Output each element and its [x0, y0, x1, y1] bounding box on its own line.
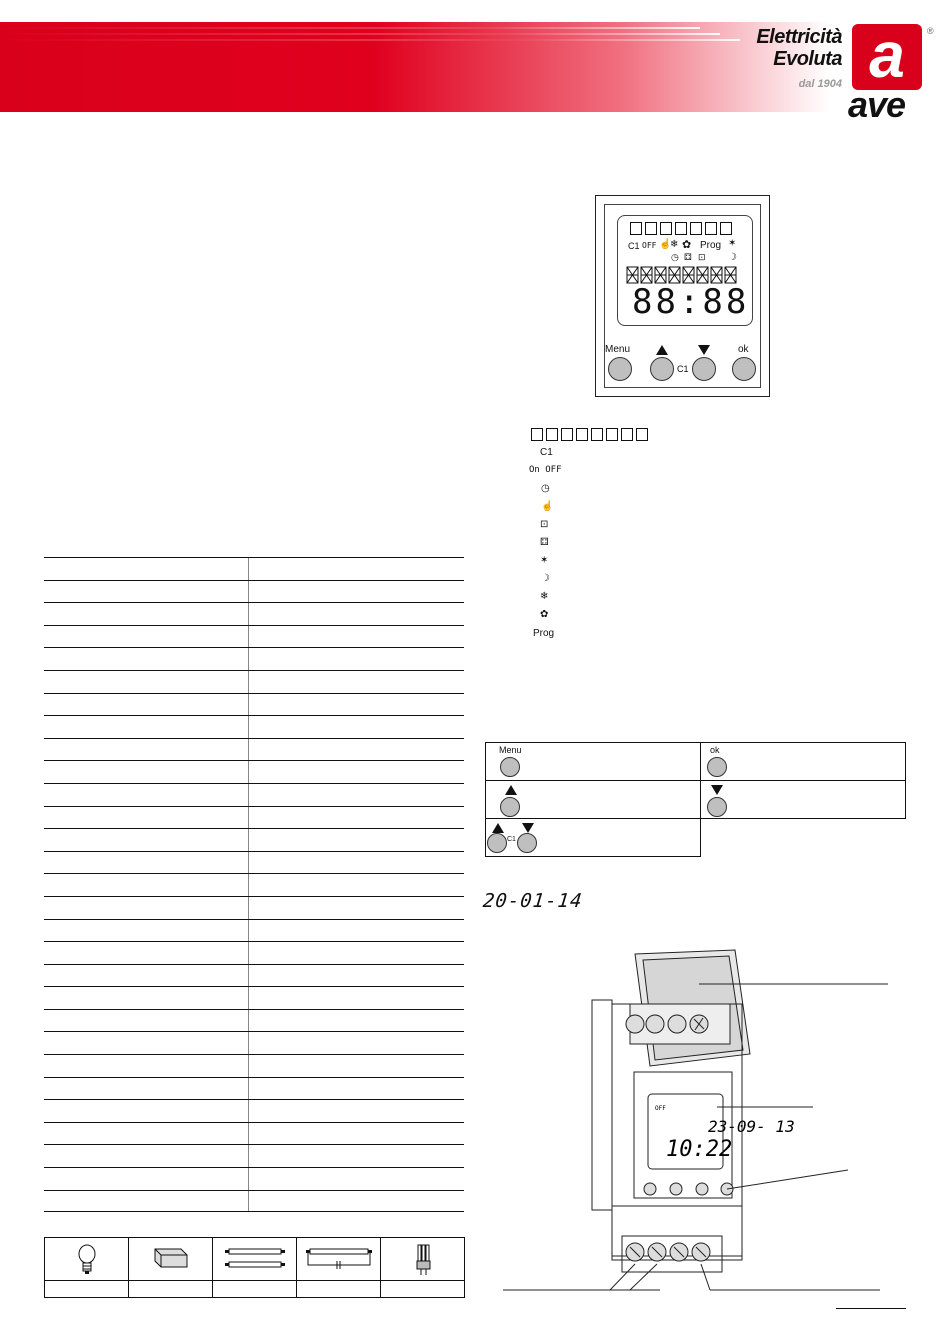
- spec-table-row: [44, 783, 464, 806]
- spec-table-row: [44, 919, 464, 942]
- load-cell-incandescent: [45, 1238, 129, 1297]
- slogan-line-1: Elettricità: [756, 26, 842, 48]
- legend-snowflake-icon: ❄: [540, 591, 549, 602]
- spec-table: [44, 557, 464, 1212]
- footer-rule: [836, 1308, 906, 1309]
- spec-table-row: [44, 1122, 464, 1145]
- btn-table-up-cell: [485, 780, 701, 819]
- moon-icon: ☽: [728, 252, 737, 263]
- spec-table-row: [44, 1099, 464, 1122]
- spec-table-row: [44, 896, 464, 919]
- btn-table-c1-label: C1: [507, 836, 516, 843]
- spec-table-row: [44, 873, 464, 896]
- spec-table-row: [44, 806, 464, 829]
- open-lcd-time: 10:22: [666, 1137, 733, 1162]
- load-types-table: [44, 1237, 465, 1298]
- legend-random-dice-icon: ⚃: [540, 537, 549, 548]
- suitcase-icon: ⊡: [698, 252, 706, 262]
- load-cell-halogen: [129, 1238, 213, 1297]
- legend-sun-gear-icon: ✿: [540, 609, 549, 620]
- timer-open-diagram: [500, 944, 900, 1294]
- spec-table-row: [44, 851, 464, 874]
- legend-c1-label: C1: [540, 447, 553, 458]
- halogen-transformer-icon: [151, 1243, 191, 1273]
- spec-table-row: [44, 670, 464, 693]
- spec-table-row: [44, 580, 464, 603]
- incandescent-lamp-icon: [76, 1243, 98, 1277]
- spec-table-row: [44, 625, 464, 648]
- spec-table-row: [44, 715, 464, 738]
- btn-table-combo-down-button: [517, 833, 537, 853]
- spec-table-row: [44, 557, 464, 580]
- legend-suitcase-icon: ⊡: [540, 519, 549, 530]
- btn-table-combo-down-arrow-icon: [522, 823, 534, 833]
- btn-table-ok-button: [707, 757, 727, 777]
- lcd-display: [617, 215, 753, 326]
- btn-table-menu-button: [500, 757, 520, 777]
- menu-button[interactable]: [608, 357, 632, 381]
- btn-table-combo-cell: [485, 818, 701, 857]
- date-display: 20-01-14: [481, 890, 584, 912]
- legend-on-off-label: On OFF: [529, 465, 562, 475]
- header-stripe: [0, 33, 720, 35]
- btn-table-up-button: [500, 797, 520, 817]
- spec-table-row: [44, 1144, 464, 1167]
- timer-front-diagram: [595, 195, 770, 397]
- btn-table-combo-up-arrow-icon: [492, 823, 504, 833]
- header-banner: [0, 0, 950, 120]
- fluorescent-tube-parallel-icon: [304, 1243, 374, 1273]
- snowflake-icon: ❄: [670, 239, 679, 250]
- clock-icon: ◷: [671, 252, 679, 262]
- header-stripe: [0, 27, 700, 29]
- spec-table-row: [44, 647, 464, 670]
- legend-prog-label: Prog: [533, 628, 555, 639]
- hand-manual-icon: ☝: [659, 239, 672, 250]
- spec-table-row: [44, 1077, 464, 1100]
- menu-label: Menu: [605, 344, 631, 355]
- btn-table-up-arrow-icon: [505, 785, 517, 795]
- btn-table-ok-cell: [700, 742, 906, 781]
- btn-table-down-arrow-icon: [711, 785, 723, 795]
- spec-table-row: [44, 1031, 464, 1054]
- lcd-off-label: OFF: [642, 241, 657, 250]
- legend-moon-icon: ☽: [541, 573, 550, 584]
- spec-table-row: [44, 1009, 464, 1032]
- c1-combo-label: C1: [677, 364, 689, 374]
- lcd-prog-label: Prog: [700, 240, 722, 251]
- btn-table-ok-label: ok: [710, 745, 720, 755]
- header-red-band: [0, 22, 830, 112]
- load-cell-fluorescent: [213, 1238, 297, 1297]
- spec-table-row: [44, 986, 464, 1009]
- sun-gear-icon: ✿: [682, 239, 692, 251]
- legend-weekday-boxes-icon: [531, 428, 651, 446]
- btn-table-down-cell: [700, 780, 906, 819]
- lcd-channel-label: C1: [628, 241, 640, 251]
- legend-hand-manual-icon: ☝: [541, 501, 554, 512]
- up-button[interactable]: [650, 357, 674, 381]
- ok-button[interactable]: [732, 357, 756, 381]
- up-arrow-icon: [656, 345, 668, 355]
- btn-table-combo-up-button: [487, 833, 507, 853]
- brand-logo-a: a: [852, 24, 922, 90]
- legend-sunrise-icon: ✶: [540, 555, 549, 566]
- load-cell-compact: [381, 1238, 464, 1297]
- down-button[interactable]: [692, 357, 716, 381]
- spec-table-row: [44, 693, 464, 716]
- load-cell-fluorescent-parallel: [297, 1238, 381, 1297]
- slogan-line-2: Evoluta: [773, 48, 842, 70]
- open-lcd-off: OFF: [655, 1105, 666, 1112]
- spec-table-row: [44, 941, 464, 964]
- brand-logo-ave: ave: [848, 84, 906, 120]
- spec-table-row: [44, 1167, 464, 1190]
- btn-table-down-button: [707, 797, 727, 817]
- spec-table-row: [44, 828, 464, 851]
- fluorescent-tubes-icon: [223, 1243, 287, 1273]
- sunrise-icon: ✶: [728, 238, 737, 249]
- ok-label: ok: [738, 344, 749, 355]
- spec-table-row: [44, 1190, 464, 1213]
- spec-table-row: [44, 760, 464, 783]
- random-dice-icon: ⚃: [684, 252, 692, 262]
- btn-table-menu-cell: [485, 742, 701, 781]
- down-arrow-icon: [698, 345, 710, 355]
- lcd-time-digits: 88:88: [632, 282, 750, 322]
- registered-mark: ®: [927, 26, 934, 36]
- btn-table-menu-label: Menu: [499, 745, 522, 755]
- spec-table-row: [44, 602, 464, 625]
- header-stripe: [0, 39, 740, 41]
- open-lcd-date: 23-09- 13: [708, 1117, 795, 1136]
- since-text: dal 1904: [798, 78, 842, 90]
- spec-table-row: [44, 964, 464, 987]
- compact-fluorescent-icon: [414, 1243, 432, 1277]
- spec-table-row: [44, 1054, 464, 1077]
- legend-clock-icon: ◷: [541, 483, 550, 494]
- spec-table-row: [44, 738, 464, 761]
